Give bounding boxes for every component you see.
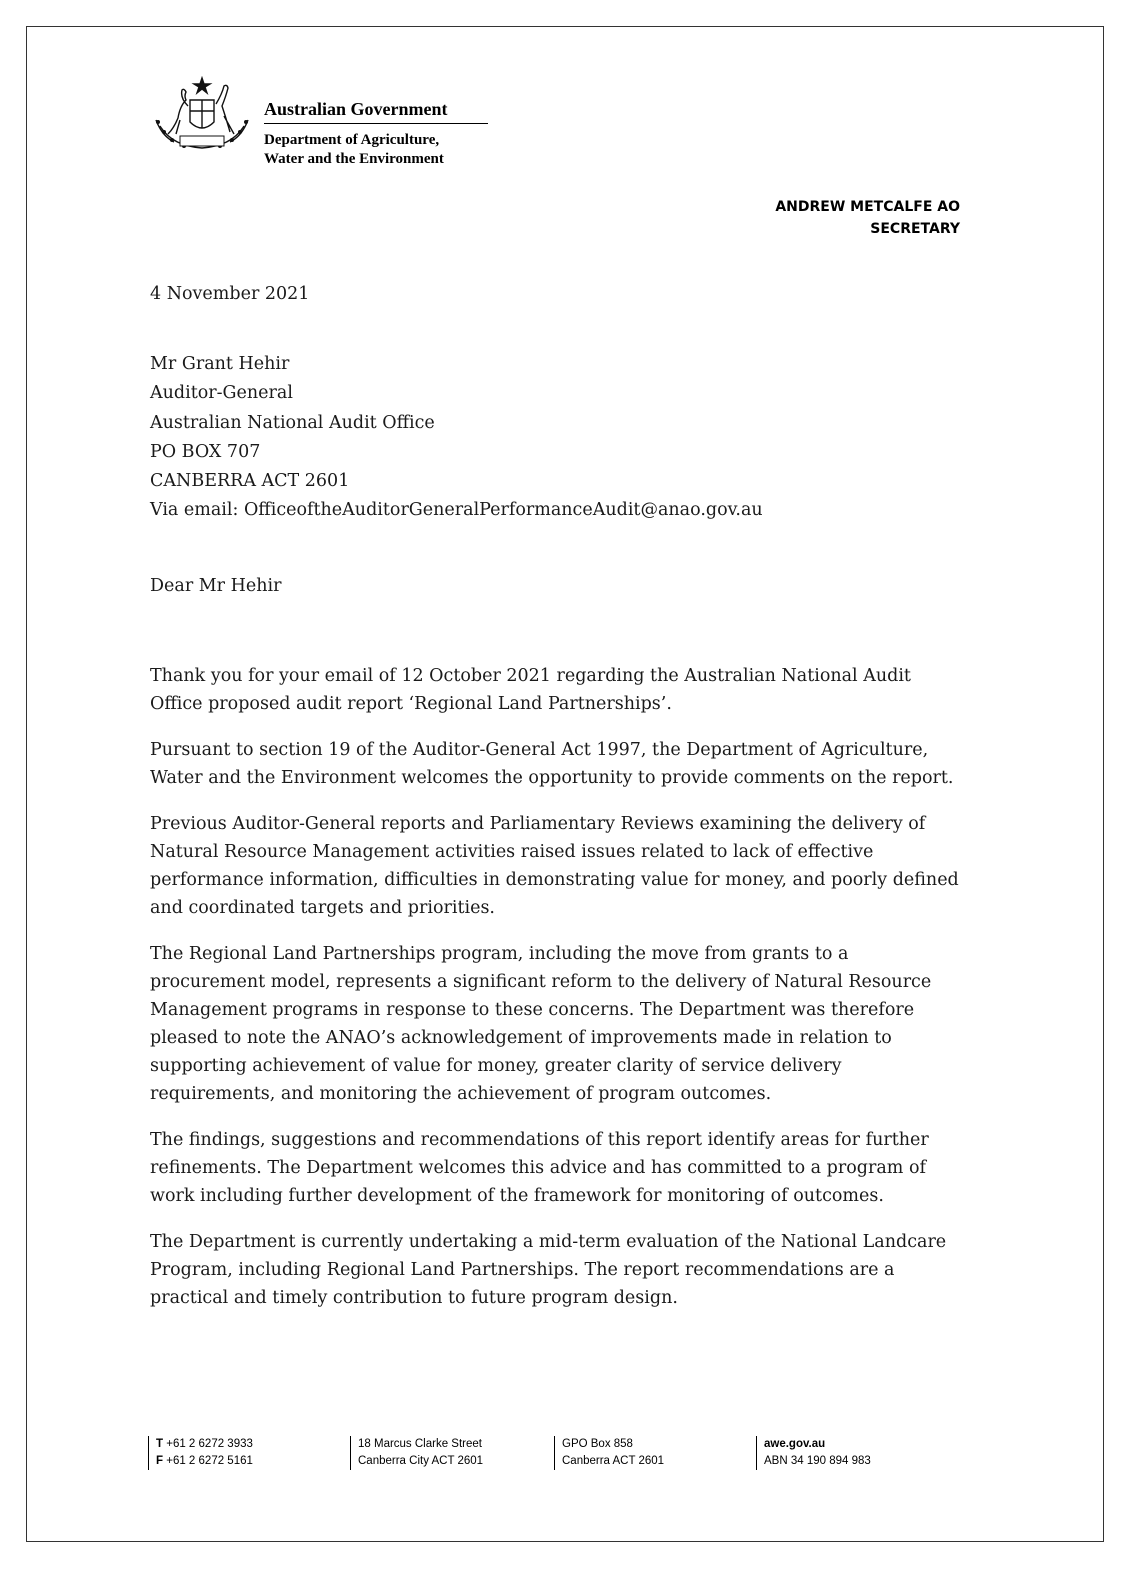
footer-postal-address <box>554 1436 664 1470</box>
signatory-block <box>775 196 960 240</box>
footer-street-address <box>350 1436 483 1470</box>
paragraph-1: Thank you for your email of 12 October 2021 regarding the Australian National Audit Office proposed audit report ‘Regional Land Partnerships’. <box>150 666 911 714</box>
coat-of-arms-icon <box>150 76 254 156</box>
paragraph-3: Previous Auditor-General reports and Parliamentary Reviews examining the delivery of Natural Resource Management activities raised issues related to lack of effective performance information, difficulties in demonstrating value for money, and poorly defined and coordinated targets and priorities. <box>150 814 959 918</box>
phone-number: +61 2 6272 3933 <box>166 1438 253 1450</box>
letter-date: 4 November 2021 <box>150 284 310 304</box>
phone-label: T <box>156 1438 164 1450</box>
recipient-po-box: PO BOX 707 <box>150 441 261 462</box>
department-name-line1: Department of Agriculture, <box>264 132 440 148</box>
gpo-box: GPO Box 858 <box>562 1438 633 1450</box>
letterhead <box>264 98 488 169</box>
recipient-organisation: Australian National Audit Office <box>150 412 435 433</box>
street-city: Canberra City ACT 2601 <box>358 1455 484 1467</box>
paragraph-6: The Department is currently undertaking a mid-term evaluation of the National Landcare Program, including Regional Land Partnerships. The report recommendations are a practical and timely contribution to future program design. <box>150 1232 947 1308</box>
recipient-email: Via email: OfficeoftheAuditorGeneralPerformanceAudit@anao.gov.au <box>150 500 763 521</box>
paragraph-4: The Regional Land Partnerships program, including the move from grants to a procurement model, represents a significant reform to the delivery of Natural Resource Management programs in response to these concerns. The Department was therefore pleased to note the ANAO’s acknowledgement of improvements made in relation to supporting achievement of value for money, greater clarity of service delivery requirements, and monitoring the achievement of program outcomes. <box>150 944 932 1104</box>
recipient-address <box>150 350 763 526</box>
abn: ABN 34 190 894 983 <box>764 1455 871 1467</box>
fax-label: F <box>156 1455 164 1467</box>
salutation: Dear Mr Hehir <box>150 576 282 596</box>
paragraph-2: Pursuant to section 19 of the Auditor-General Act 1997, the Department of Agriculture, Water and the Environment welcomes the opportunity to provide comments on the report. <box>150 740 954 788</box>
footer-web <box>756 1436 871 1470</box>
government-name: Australian Government <box>264 98 488 124</box>
website-link[interactable]: awe.gov.au <box>764 1438 826 1450</box>
paragraph-5: The findings, suggestions and recommendations of this report identify areas for further refinements. The Department welcomes this advice and has committed to a program of work including further development of the framework for monitoring of outcomes. <box>150 1130 929 1206</box>
gpo-city: Canberra ACT 2601 <box>562 1455 665 1467</box>
signatory-name: ANDREW METCALFE AO <box>775 199 960 215</box>
department-name-line2: Water and the Environment <box>264 151 444 167</box>
signatory-title: SECRETARY <box>870 221 960 237</box>
street-address: 18 Marcus Clarke Street <box>358 1438 482 1450</box>
recipient-name: Mr Grant Hehir <box>150 354 290 374</box>
recipient-city: CANBERRA ACT 2601 <box>150 471 350 492</box>
fax-number: +61 2 6272 5161 <box>166 1455 253 1467</box>
letter-body <box>150 662 965 1330</box>
recipient-position: Auditor-General <box>150 383 293 404</box>
footer-contact <box>148 1436 253 1470</box>
